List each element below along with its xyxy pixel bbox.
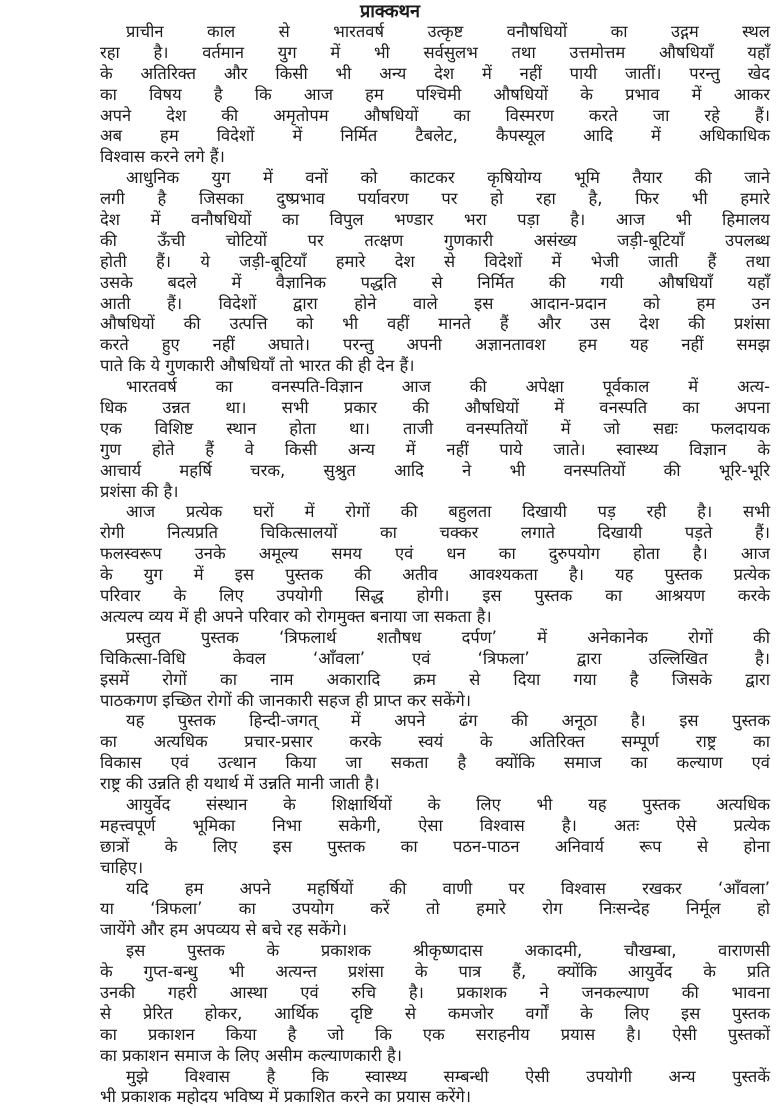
document-body [100, 22, 770, 1108]
text-line: होती हैं। ये जड़ी-बूटियाँ हमारे देश से विदेशों में भेजी जाती हैं तथा [100, 251, 770, 271]
text-line: मुझे विश्वास है कि स्वास्थ्य सम्बन्धी ऐसी उपयोगी अन्य पुस्तकें [126, 1066, 770, 1086]
text-line: चाहिए। [100, 857, 144, 877]
paragraph [100, 22, 770, 168]
text-line: अत्यल्प व्यय में ही अपने परिवार को रोगमुक्त बनाया जा सकता है। [100, 606, 492, 626]
paragraph [100, 628, 770, 712]
text-line: यदि हम अपने महर्षियों की वाणी पर विश्वास रखकर ‘आँवला’ [126, 878, 770, 898]
text-line: रहा है। वर्तमान युग में भी सर्वसुलभ तथा उत्तमोत्तम औषधियाँ यहाँ [100, 42, 770, 62]
text-line: राष्ट्र की उन्नति ही यथार्थ में उन्नति मानी जाती है। [100, 774, 380, 794]
text-line: उसके बदले में वैज्ञानिक पद्धति से निर्मित की गयी औषधियाँ यहाँ [100, 272, 770, 292]
text-line: का अत्यधिक प्रचार-प्रसार करके स्वयं के अतिरिक्त सम्पूर्ण राष्ट्र का [100, 732, 770, 752]
text-line: गुण होते हैं वे किसी अन्य में नहीं पाये जाते। स्वास्थ्य विज्ञान के [100, 439, 770, 459]
text-line: देश में वनौषधियों का विपुल भण्डार भरा पड़ा है। आज भी हिमालय [100, 210, 770, 230]
text-line: चिकित्सा-विधि केवल ‘आँवला’ एवं ‘त्रिफला’ द्वारा उल्लिखित है। [100, 648, 770, 668]
text-line: रोगी नित्यप्रति चिकित्सालयों का चक्कर लगाते दिखायी पड़ते हैं। [100, 523, 770, 543]
text-line: के गुप्त-बन्धु भी अत्यन्त प्रशंसा के पात्र हैं, क्योंकि आयुर्वेद के प्रति [100, 962, 770, 982]
text-line: धिक उन्नत था। सभी प्रकार की औषधियों में वनस्पति का अपना [100, 398, 770, 418]
text-line: आज प्रत्येक घरों में रोगों की बहुलता दिखायी पड़ रही है। सभी [126, 502, 770, 522]
text-line: फलस्वरूप उनके अमूल्य समय एवं धन का दुरुपयोग होता है। आज [100, 544, 770, 564]
text-line: भारतवर्ष का वनस्पति-विज्ञान आज की अपेक्षा पूर्वकाल में अत्य- [126, 377, 770, 397]
paragraph [100, 168, 770, 377]
paragraph [100, 879, 770, 942]
text-line: विश्वास करने लगे हैं। [100, 147, 225, 167]
text-line: अपने देश की अमृतोपम औषधियों का विस्मरण करते जा रहे हैं। [100, 105, 770, 125]
text-line: आती हैं। विदेशों द्वारा होने वाले इस आदान-प्रदान को हम उन [100, 293, 770, 313]
text-line: का विषय है कि आज हम पश्चिमी औषधियों के प्रभाव में आकर [100, 84, 770, 104]
text-line: औषधियों की उत्पत्ति को भी वहीं मानते हैं और उस देश की प्रशंसा [100, 314, 770, 334]
text-line: करते हुए नहीं अघाते। परन्तु अपनी अज्ञानतावश हम यह नहीं समझ [100, 335, 770, 355]
paragraph [100, 941, 770, 1066]
text-line: आयुर्वेद संस्थान के शिक्षार्थियों के लिए भी यह पुस्तक अत्यधिक [126, 794, 770, 814]
text-line: या ‘त्रिफला’ का उपयोग करें तो हमारे रोग निःसन्देह निर्मूल हो [100, 899, 770, 919]
page-title: प्राक्कथन [359, 1, 421, 22]
paragraph [100, 1067, 770, 1108]
text-line: विकास एवं उत्थान किया जा सकता है क्योंकि समाज का कल्याण एवं [100, 753, 770, 773]
text-line: इसमें रोगों का नाम अकारादि क्रम से दिया गया है जिसके द्वारा [100, 669, 770, 689]
paragraph [100, 711, 770, 795]
text-line: की ऊँची चोटियों पर तत्क्षण गुणकारी असंख्य जड़ी-बूटियाँ उपलब्ध [100, 230, 770, 250]
text-line: इस पुस्तक के प्रकाशक श्रीकृष्णदास अकादमी, चौखम्बा, वाराणसी [126, 941, 770, 961]
text-line: के अतिरिक्त और किसी भी अन्य देश में नहीं पायी जातीं। परन्तु खेद [100, 63, 770, 83]
text-line: एक विशिष्ट स्थान होता था। ताजी वनस्पतियों में जो सद्यः फलदायक [100, 418, 770, 438]
text-line: यह पुस्तक हिन्दी-जगत् में अपने ढंग की अनूठा है। इस पुस्तक [126, 711, 770, 731]
paragraph [100, 377, 770, 502]
text-line: महत्त्वपूर्ण भूमिका निभा सकेगी, ऐसा विश्वास है। अतः ऐसे प्रत्येक [100, 815, 770, 835]
text-line: छात्रों के लिए इस पुस्तक का पठन-पाठन अनिवार्य रूप से होना [100, 836, 770, 856]
text-line: परिवार के लिए उपयोगी सिद्ध होगी। इस पुस्तक का आश्रयण करके [100, 586, 770, 606]
paragraph [100, 795, 770, 879]
text-line: से प्रेरित होकर, आर्थिक दृष्टि से कमजोर वर्गों के लिए इस पुस्तक [100, 1003, 770, 1023]
text-line: आचार्य महर्षि चरक, सुश्रुत आदि ने भी वनस्पतियों की भूरि-भूरि [100, 460, 770, 480]
text-line: आधुनिक युग में वनों को काटकर कृषियोग्य भूमि तैयार की जाने [126, 168, 770, 188]
text-line: का प्रकाशन किया है जो कि एक सराहनीय प्रयास है। ऐसी पुस्तकों [100, 1024, 770, 1044]
text-line: पाते कि ये गुणकारी औषधियाँ तो भारत की ही देन हैं। [100, 356, 415, 376]
paragraph [100, 502, 770, 627]
text-line: लगी है जिसका दुष्प्रभाव पर्यावरण पर हो रहा है, फिर भी हमारे [100, 189, 770, 209]
text-line: का प्रकाशन समाज के लिए असीम कल्याणकारी है। [100, 1045, 403, 1065]
text-line: प्रशंसा की है। [100, 481, 179, 501]
text-line: प्राचीन काल से भारतवर्ष उत्कृष्ट वनौषधियों का उद्गम स्थल [126, 22, 770, 41]
text-line: पाठकगण इच्छित रोगों की जानकारी सहज ही प्राप्त कर सकेंगे। [100, 690, 472, 710]
text-line: प्रस्तुत पुस्तक ‘त्रिफलार्थ शतौषध दर्पण’ में अनेकानेक रोगों की [126, 627, 770, 647]
text-line: भी प्रकाशक महोदय भविष्य में प्रकाशित करने का प्रयास करेंगे। [100, 1087, 471, 1107]
text-line: के युग में इस पुस्तक की अतीव आवश्यकता है। यह पुस्तक प्रत्येक [100, 565, 770, 585]
text-line: जायेंगे और हम अपव्यय से बचे रह सकेंगे। [100, 920, 348, 940]
text-line: उनकी गहरी आस्था एवं रुचि है। प्रकाशक ने जनकल्याण की भावना [100, 982, 770, 1002]
text-line: अब हम विदेशों में निर्मित टैबलेट, कैपस्यूल आदि में अधिकाधिक [100, 126, 770, 146]
